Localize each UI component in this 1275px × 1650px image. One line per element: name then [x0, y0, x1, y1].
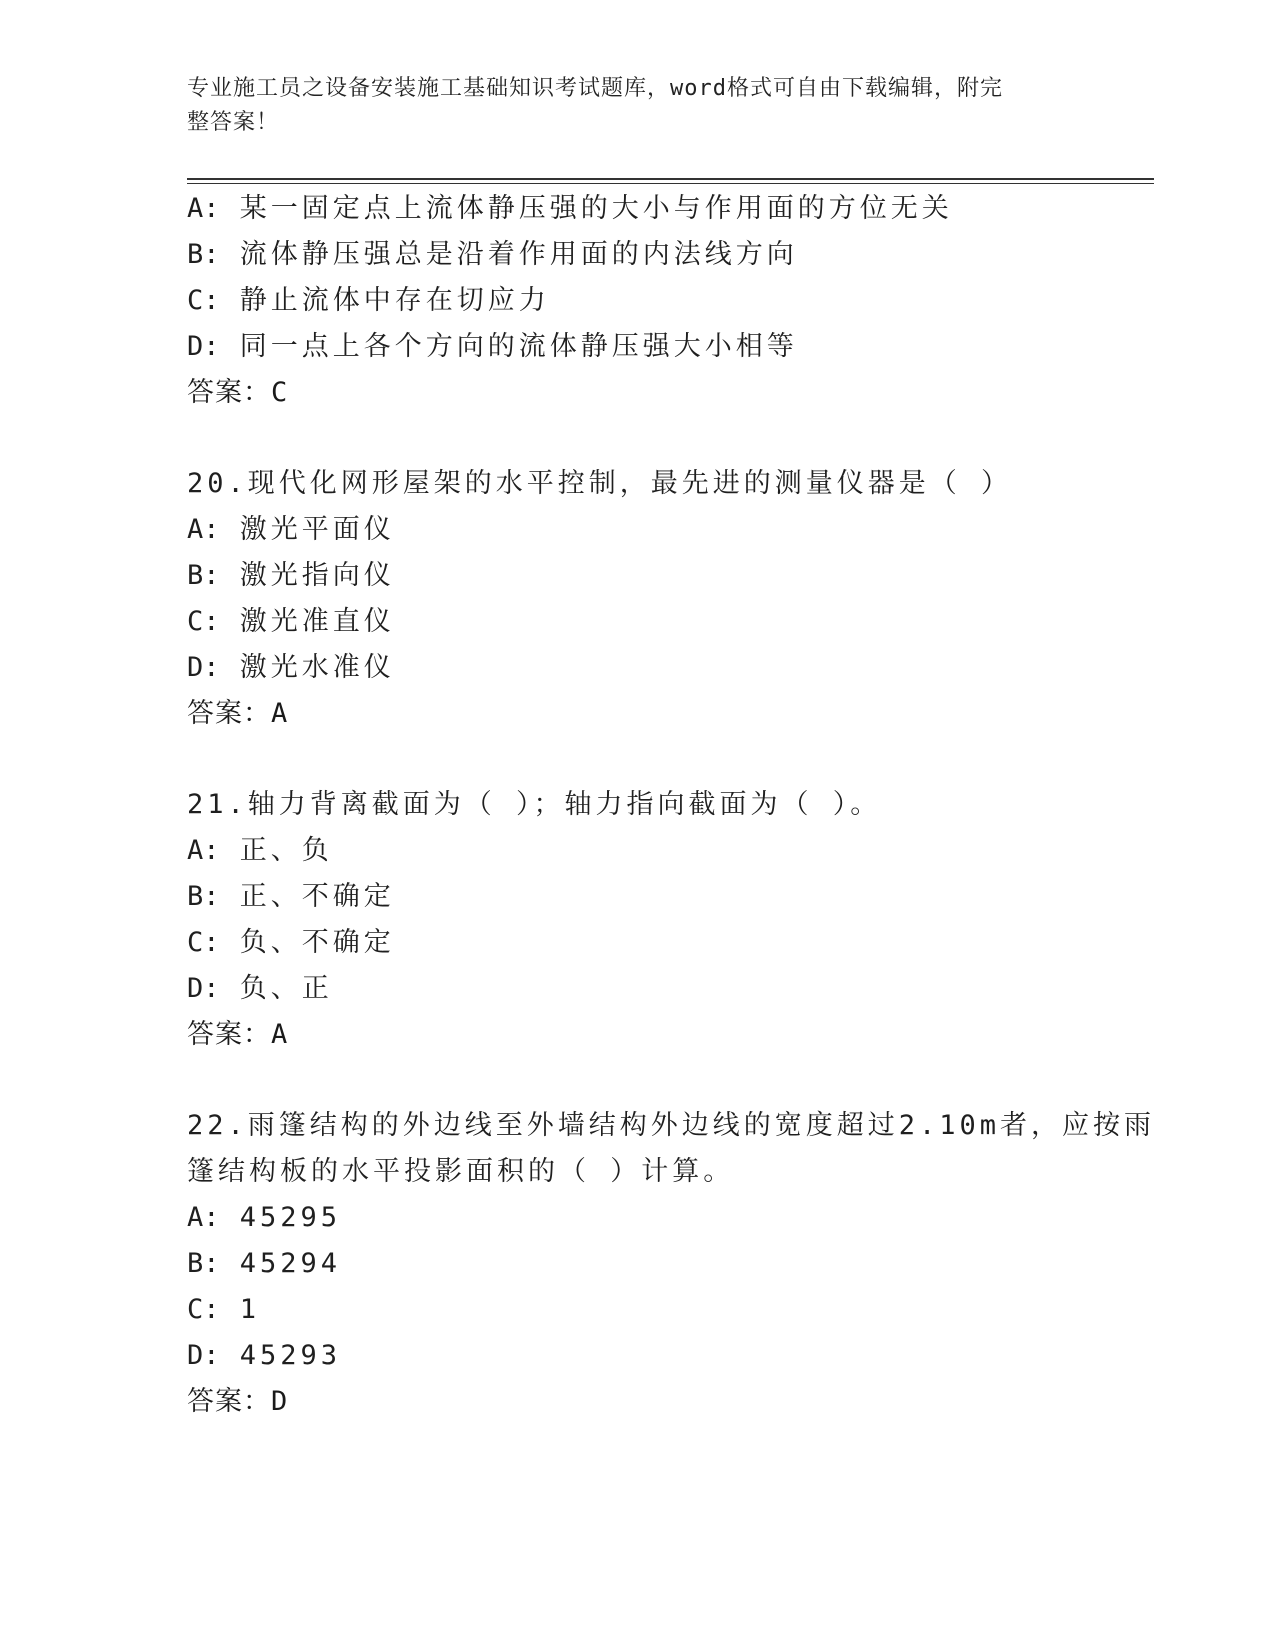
- option-text: 正、负: [239, 835, 333, 866]
- option-key: C:: [187, 606, 220, 637]
- option-text: 负、正: [239, 973, 333, 1004]
- answer-label: 答案：: [187, 1019, 271, 1050]
- option-key: A:: [187, 1202, 220, 1233]
- answer-value: D: [271, 1386, 289, 1417]
- option-key: B:: [187, 1248, 220, 1279]
- option-key: A:: [187, 514, 220, 545]
- option-text: 45294: [239, 1248, 342, 1279]
- question-21: [187, 782, 1087, 1058]
- option-text: 45295: [239, 1202, 342, 1233]
- document-header: [187, 72, 1067, 140]
- answer-line: [187, 691, 1087, 737]
- answer-line: [187, 370, 1087, 416]
- spacer: [187, 737, 1087, 782]
- question-list: [187, 186, 1156, 1425]
- option-text: 某一固定点上流体静压强的大小与作用面的方位无关: [239, 193, 953, 224]
- option-c: [187, 278, 1087, 324]
- header-divider-thick: [187, 178, 1154, 180]
- option-c: [187, 920, 1087, 966]
- option-a: [187, 1195, 1087, 1241]
- option-key: C:: [187, 285, 220, 316]
- header-divider-thin: [187, 183, 1154, 184]
- option-key: A:: [187, 193, 220, 224]
- question-19: [187, 186, 1087, 416]
- option-text: 45293: [239, 1340, 342, 1371]
- answer-label: 答案：: [187, 698, 271, 729]
- option-a: [187, 186, 1087, 232]
- option-key: D:: [187, 973, 220, 1004]
- option-key: D:: [187, 652, 220, 683]
- answer-value: A: [271, 698, 289, 729]
- option-text: 激光水准仪: [239, 652, 395, 683]
- question-stem: 21.轴力背离截面为（ ）；轴力指向截面为（ ）。: [187, 789, 882, 820]
- option-b: [187, 232, 1087, 278]
- header-line-1: 专业施工员之设备安装施工基础知识考试题库，word格式可自由下载编辑，附完: [187, 76, 1003, 101]
- option-a: [187, 507, 1087, 553]
- option-key: B:: [187, 560, 220, 591]
- option-d: [187, 645, 1087, 691]
- option-text: 激光平面仪: [239, 514, 395, 545]
- option-b: [187, 1241, 1087, 1287]
- header-line-2: 整答案！: [187, 110, 280, 135]
- answer-value: C: [271, 377, 289, 408]
- option-key: B:: [187, 881, 220, 912]
- answer-line: [187, 1012, 1087, 1058]
- answer-label: 答案：: [187, 1386, 271, 1417]
- question-stem: 20.现代化网形屋架的水平控制，最先进的测量仪器是（ ）: [187, 468, 1013, 499]
- question-20: [187, 461, 1087, 737]
- spacer: [187, 1058, 1087, 1103]
- answer-value: A: [271, 1019, 289, 1050]
- option-d: [187, 1333, 1087, 1379]
- option-text: 激光准直仪: [239, 606, 395, 637]
- option-d: [187, 324, 1087, 370]
- answer-line: [187, 1379, 1087, 1425]
- option-key: D:: [187, 1340, 220, 1371]
- option-key: A:: [187, 835, 220, 866]
- option-text: 负、不确定: [239, 927, 395, 958]
- question-stem-line-1: 22.雨篷结构的外边线至外墙结构外边线的宽度超过2.10m者，应按雨: [187, 1110, 1156, 1141]
- option-a: [187, 828, 1087, 874]
- question-22: [187, 1103, 1156, 1425]
- option-c: [187, 1287, 1087, 1333]
- option-b: [187, 874, 1087, 920]
- option-b: [187, 553, 1087, 599]
- spacer: [187, 416, 1087, 461]
- option-text: 静止流体中存在切应力: [239, 285, 550, 316]
- question-stem-line-2: 篷结构板的水平投影面积的（ ）计算。: [187, 1156, 735, 1187]
- option-key: C:: [187, 927, 220, 958]
- answer-label: 答案：: [187, 377, 271, 408]
- option-text: 同一点上各个方向的流体静压强大小相等: [239, 331, 798, 362]
- option-text: 流体静压强总是沿着作用面的内法线方向: [239, 239, 798, 270]
- option-key: B:: [187, 239, 220, 270]
- option-key: D:: [187, 331, 220, 362]
- option-c: [187, 599, 1087, 645]
- option-text: 激光指向仪: [239, 560, 395, 591]
- option-key: C:: [187, 1294, 220, 1325]
- option-text: 1: [239, 1294, 261, 1325]
- option-d: [187, 966, 1087, 1012]
- option-text: 正、不确定: [239, 881, 395, 912]
